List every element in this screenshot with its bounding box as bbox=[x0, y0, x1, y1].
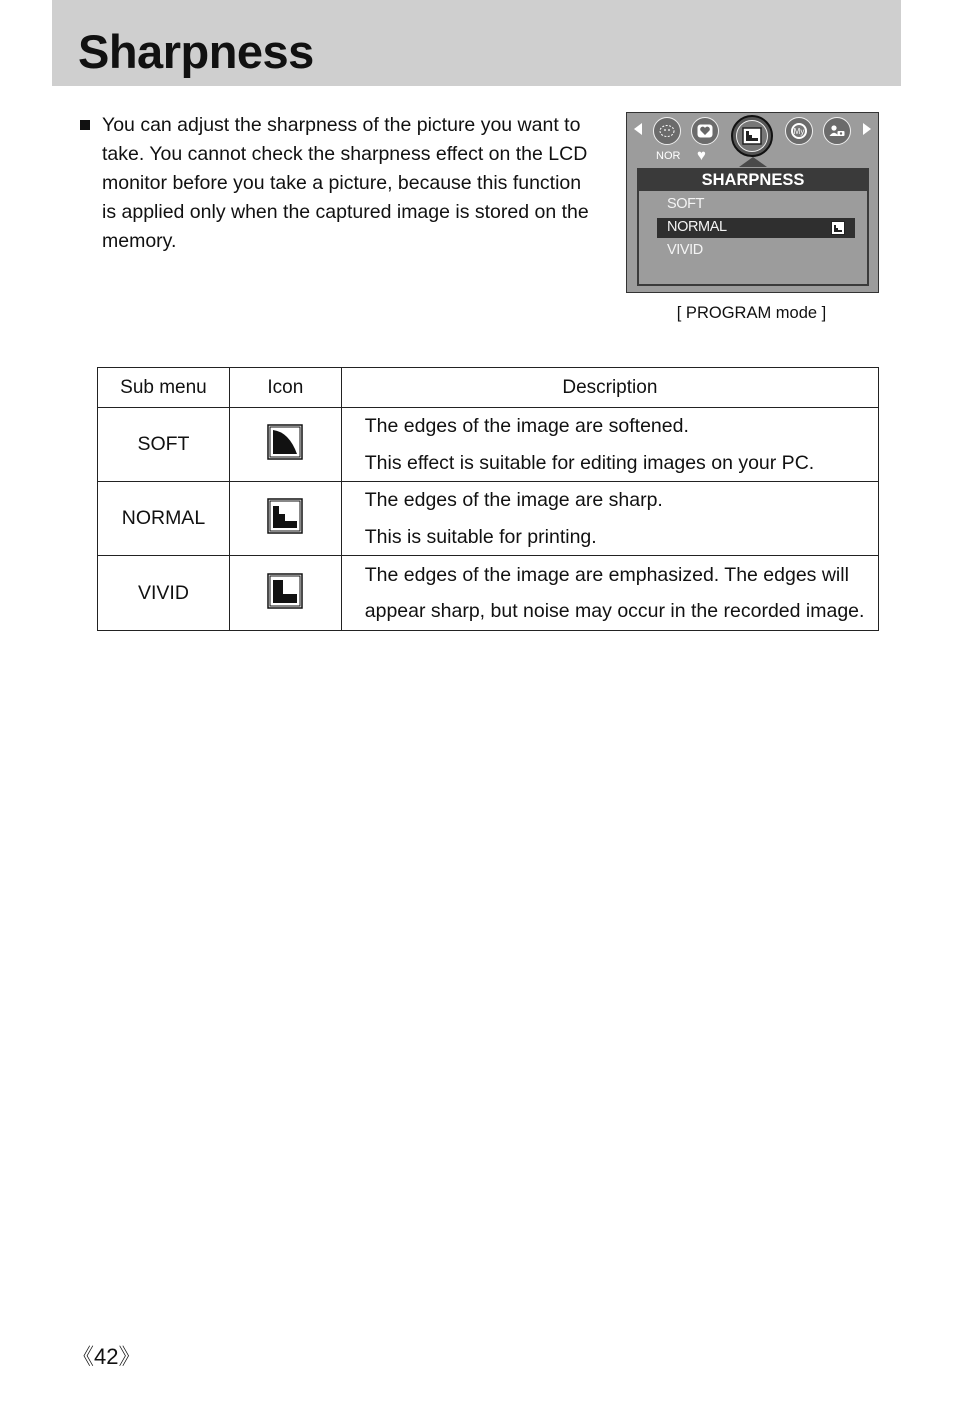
menu-item-soft[interactable]: SOFT bbox=[667, 196, 705, 212]
sub-menu-cell: VIVID bbox=[98, 556, 230, 631]
header-icon: Icon bbox=[229, 368, 341, 408]
nor-label: NOR bbox=[656, 150, 681, 162]
sharpness-normal-icon bbox=[831, 221, 845, 235]
intro-paragraph bbox=[80, 111, 590, 256]
sharpness-table bbox=[97, 367, 879, 631]
table-row bbox=[98, 556, 879, 631]
sharpness-menu bbox=[637, 168, 869, 286]
arrow-left-icon bbox=[634, 123, 642, 135]
sharpness-soft-icon bbox=[267, 424, 303, 460]
intro-text: You can adjust the sharpness of the picture you want to take. You cannot check the sharpness effect on the LCD monitor before you take a picture, because this function is applied only when the captured image is stored on the memory. bbox=[102, 114, 589, 252]
description-line: appear sharp, but noise may occur in the recorded image. bbox=[364, 600, 865, 622]
table-header-row bbox=[98, 368, 879, 408]
description-line: The edges of the image are sharp. bbox=[364, 489, 663, 511]
description-line: This effect is suitable for editing images on your PC. bbox=[364, 451, 815, 474]
page-number: 《42》 bbox=[72, 1344, 141, 1369]
description-line: The edges of the image are softened. bbox=[364, 415, 689, 437]
lcd-screen bbox=[626, 112, 879, 293]
bullet-square-icon bbox=[80, 120, 90, 130]
header-sub-menu: Sub menu bbox=[98, 368, 230, 408]
sharpness-normal-icon bbox=[267, 498, 303, 534]
arrow-right-icon bbox=[863, 123, 871, 135]
person-camera-icon bbox=[823, 117, 851, 145]
menu-item-vivid[interactable]: VIVID bbox=[667, 242, 703, 258]
header-description: Description bbox=[341, 368, 878, 408]
sub-menu-cell: NORMAL bbox=[98, 482, 230, 556]
description-cell bbox=[341, 482, 878, 556]
description-line: This is suitable for printing. bbox=[364, 525, 597, 548]
menu-pointer bbox=[739, 157, 767, 167]
icon-cell bbox=[229, 408, 341, 482]
sharpness-icon bbox=[731, 115, 773, 157]
my-set-icon bbox=[785, 117, 813, 145]
lcd-caption: [ PROGRAM mode ] bbox=[676, 304, 827, 322]
description-line: The edges of the image are emphasized. The edges will bbox=[364, 563, 849, 586]
icon-cell bbox=[229, 482, 341, 556]
description-cell bbox=[341, 556, 878, 631]
face-outline-icon bbox=[653, 117, 681, 145]
table-row bbox=[98, 408, 879, 482]
heart-icon: ♥ bbox=[697, 147, 706, 164]
sharpness-vivid-icon bbox=[267, 573, 303, 609]
svg-text:My: My bbox=[793, 127, 805, 136]
menu-title: SHARPNESS bbox=[639, 170, 867, 191]
menu-item-normal[interactable]: NORMAL bbox=[667, 219, 727, 235]
heart-frame-icon bbox=[691, 117, 719, 145]
icon-cell bbox=[229, 556, 341, 631]
page-title: Sharpness bbox=[78, 25, 314, 78]
sub-menu-cell: SOFT bbox=[98, 408, 230, 482]
description-cell bbox=[341, 408, 878, 482]
table-row bbox=[98, 482, 879, 556]
